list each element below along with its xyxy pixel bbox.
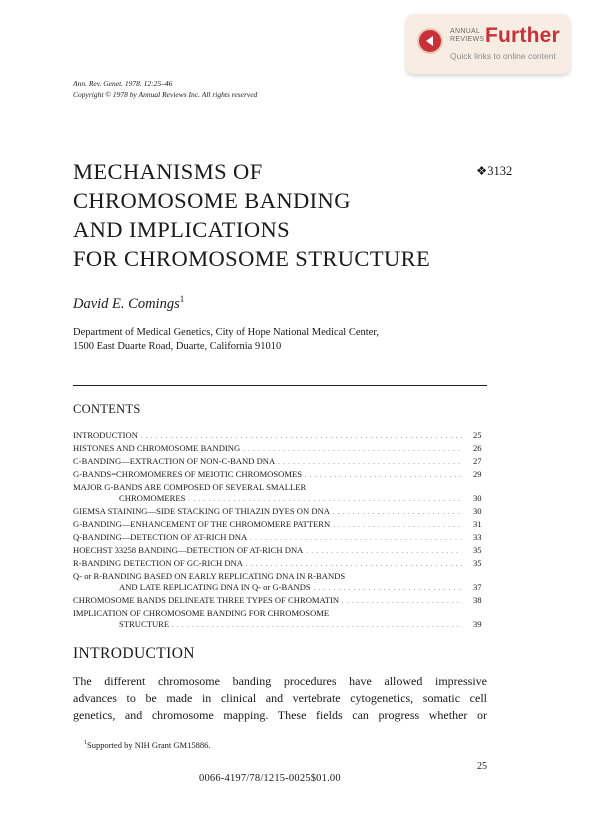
title-line: MECHANISMS OF xyxy=(73,159,263,184)
toc-entry-title: STRUCTURE xyxy=(119,619,170,630)
toc-leader-dots xyxy=(333,521,462,532)
horizontal-rule xyxy=(73,385,487,386)
footnote-text: Supported by NIH Grant GM15886. xyxy=(87,740,211,750)
toc-entry xyxy=(73,443,493,456)
toc-entry-page: 30 xyxy=(473,506,482,517)
paragraph-line: advances to be made in clinical and vertebrate cytogenetics, somatic cell xyxy=(73,691,487,705)
price-code: 0066-4197/78/1215-0025$01.00 xyxy=(199,773,341,784)
article-number: ❖3132 xyxy=(476,164,513,178)
toc-entry-page: 35 xyxy=(473,558,482,569)
toc-entry xyxy=(73,456,493,469)
toc-leader-dots xyxy=(306,547,462,558)
toc-leader-dots xyxy=(278,458,462,469)
toc-entry xyxy=(73,571,493,582)
annual-reviews-further-badge[interactable] xyxy=(406,14,570,74)
toc-entry xyxy=(73,506,493,519)
badge-tagline: Quick links to online content xyxy=(450,51,556,61)
toc-entry-title: CHROMOSOME BANDS DELINEATE THREE TYPES OF CHROMATIN xyxy=(73,595,340,606)
toc-leader-dots xyxy=(141,432,462,443)
badge-further-text: Further xyxy=(485,24,560,47)
toc-entry-page: 27 xyxy=(473,456,482,466)
title-line: AND IMPLICATIONS xyxy=(73,217,291,242)
toc-entry xyxy=(73,608,493,619)
title-line: FOR CHROMOSOME STRUCTURE xyxy=(73,246,431,271)
toc-entry-page: 30 xyxy=(473,493,482,504)
author-name: David E. Comings xyxy=(73,295,180,312)
toc-entry-title: INTRODUCTION xyxy=(73,430,138,440)
toc-entry-page: 37 xyxy=(473,582,482,593)
introduction-heading: INTRODUCTION xyxy=(73,645,195,662)
toc-entry xyxy=(73,493,493,506)
toc-entry-page: 39 xyxy=(473,619,482,630)
toc-entry-page: 35 xyxy=(473,545,482,556)
author-footnote-mark: 1 xyxy=(179,294,185,304)
toc-entry-title: HISTONES AND CHROMOSOME BANDING xyxy=(73,443,241,453)
toc-entry-page: 26 xyxy=(473,443,482,453)
toc-entry-title: G-BANDS=CHROMOMERES OF MEIOTIC CHROMOSOMES xyxy=(73,469,303,479)
toc-entry-page: 25 xyxy=(473,430,482,440)
toc-entry-title: Q- or R-BANDING BASED ON EARLY REPLICATING DNA IN R-BANDS xyxy=(73,571,346,582)
toc-entry-page: 33 xyxy=(473,532,482,543)
toc-leader-dots xyxy=(250,534,462,545)
toc-entry xyxy=(73,469,493,482)
arrow-left-icon xyxy=(424,35,436,47)
introduction-paragraph xyxy=(73,673,487,724)
contents-heading: CONTENTS xyxy=(73,402,141,416)
toc-entry-title: CHROMOMERES xyxy=(119,493,186,504)
annual-reviews-logo-icon xyxy=(417,28,443,54)
page-number: 25 xyxy=(477,761,487,772)
toc-entry-title: AND LATE REPLICATING DNA IN Q- or G-BANDS xyxy=(119,582,311,593)
toc-entry-title: GIEMSA STAINING—SIDE STACKING OF THIAZIN DYES ON DNA xyxy=(73,506,330,517)
copyright-line: Copyright © 1978 by Annual Reviews Inc. All rights reserved xyxy=(73,89,258,99)
journal-reference xyxy=(73,79,257,100)
toc-entry xyxy=(73,545,493,558)
toc-entry xyxy=(73,582,493,595)
toc-entry-title: R-BANDING DETECTION OF GC-RICH DNA xyxy=(73,558,243,569)
badge-reviews-text: REVIEWS xyxy=(450,36,485,43)
toc-entry-title: Q-BANDING—DETECTION OF AT-RICH DNA xyxy=(73,532,248,543)
toc-entry xyxy=(73,619,493,632)
badge-annual-text: ANNUAL xyxy=(450,28,481,35)
toc-entry-page: 38 xyxy=(473,595,482,606)
toc-entry-title: C-BANDING—EXTRACTION OF NON-C-BAND DNA xyxy=(73,456,276,466)
paragraph-line: genetics, and chromosome mapping. These fields can progress whether or xyxy=(73,708,487,722)
toc-leader-dots xyxy=(188,495,462,506)
table-of-contents xyxy=(73,430,493,632)
toc-entry xyxy=(73,519,493,532)
toc-entry-title: HOECHST 33258 BANDING—DETECTION OF AT-RICH DNA xyxy=(73,545,304,556)
toc-leader-dots xyxy=(243,445,462,456)
toc-leader-dots xyxy=(305,471,462,482)
title-line: CHROMOSOME BANDING xyxy=(73,188,351,213)
article-title xyxy=(73,157,493,273)
toc-leader-dots xyxy=(314,584,462,595)
author xyxy=(73,294,184,313)
footnote-mark: 1 xyxy=(84,740,87,747)
toc-entry xyxy=(73,482,493,493)
author-affiliation xyxy=(73,326,379,353)
footnote xyxy=(84,740,210,750)
toc-entry-title: MAJOR G-BANDS ARE COMPOSED OF SEVERAL SMALLER xyxy=(73,482,307,492)
badge-publisher xyxy=(450,28,484,44)
journal-citation: Ann. Rev. Genet. 1978. 12:25–46 xyxy=(73,79,173,88)
toc-entry-title: G-BANDING—ENHANCEMENT OF THE CHROMOMERE PATTERN xyxy=(73,519,331,530)
toc-leader-dots xyxy=(342,597,462,608)
toc-entry-page: 29 xyxy=(473,469,482,479)
affiliation-line: 1500 East Duarte Road, Duarte, California 91010 xyxy=(73,340,282,352)
toc-leader-dots xyxy=(246,560,462,571)
toc-entry-page: 31 xyxy=(473,519,482,530)
toc-entry-title: IMPLICATION OF CHROMOSOME BANDING FOR CHROMOSOME xyxy=(73,608,330,619)
toc-leader-dots xyxy=(333,508,462,519)
toc-entry xyxy=(73,430,493,443)
affiliation-line: Department of Medical Genetics, City of Hope National Medical Center, xyxy=(73,327,380,338)
toc-leader-dots xyxy=(172,621,462,632)
paragraph-line: The different chromosome banding procedures have allowed impressive xyxy=(73,674,487,688)
toc-entry xyxy=(73,558,493,571)
toc-entry xyxy=(73,532,493,545)
toc-entry xyxy=(73,595,493,608)
